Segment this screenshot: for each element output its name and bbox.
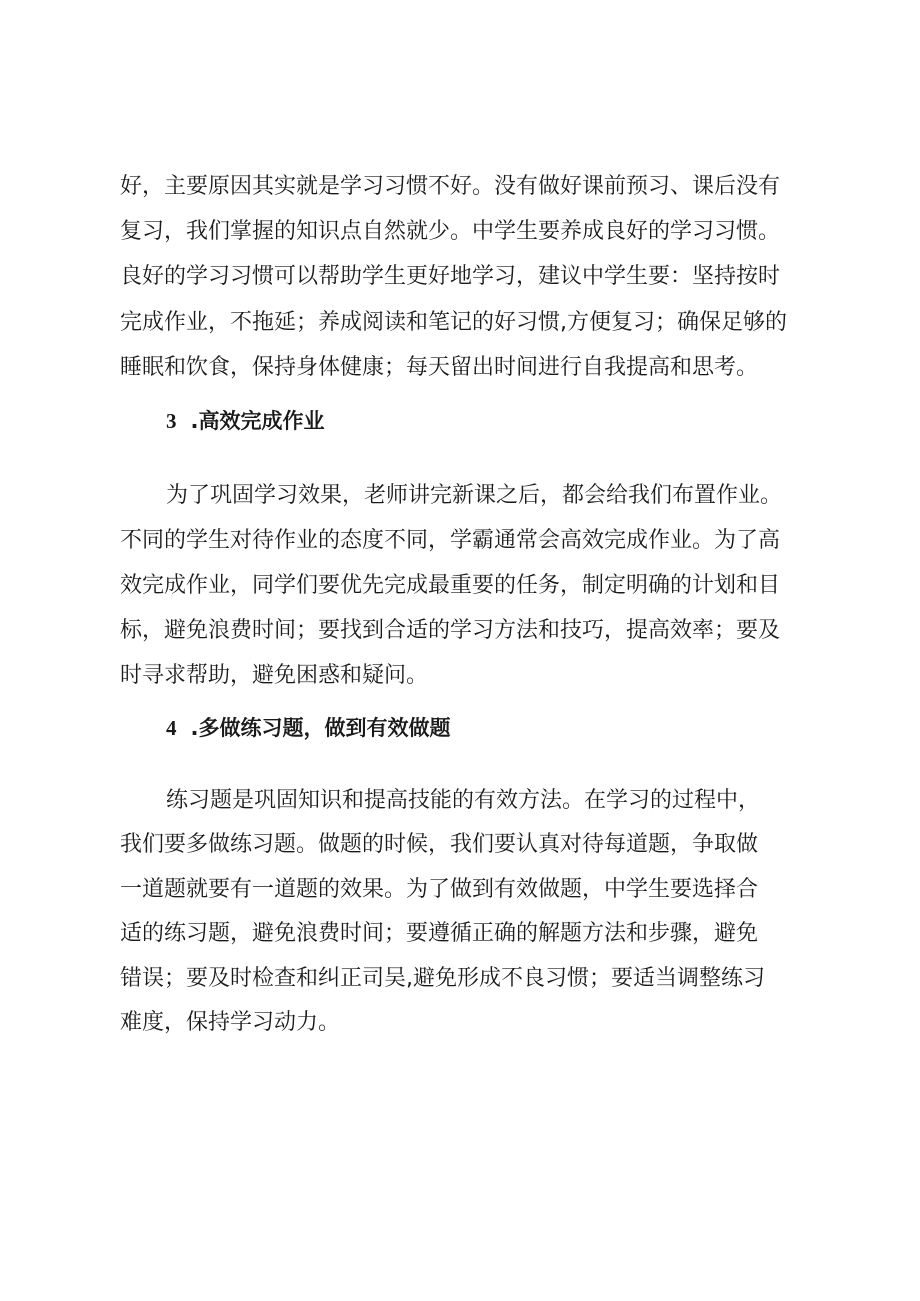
- paragraph-1-line-5: 睡眠和饮食，保持身体健康；每天留出时间进行自我提高和思考。: [120, 355, 759, 380]
- paragraph-3-line-4: 适的练习题，避免浪费时间；要遵循正确的解题方法和步骤，避免: [120, 921, 759, 946]
- paragraph-1-line-3: 良好的学习习惯可以帮助学生更好地学习，建议中学生要：坚持按时: [120, 264, 781, 289]
- section-3-heading: [166, 406, 324, 436]
- paragraph-1-line-4: 完成作业，不拖延；养成阅读和笔记的好习惯,方便复习；确保足够的: [120, 310, 787, 335]
- section-4-number: 4: [166, 716, 177, 740]
- section-3-number: 3: [166, 409, 177, 433]
- paragraph-3-line-5: 错误；要及时检查和纠正司吴,避免形成不良习惯；要适当调整练习: [120, 966, 765, 991]
- paragraph-2-line-5: 时寻求帮助，避免困惑和疑问。: [120, 663, 429, 688]
- paragraph-2-line-2: 不同的学生对待作业的态度不同，学霸通常会高效完成作业。为了高: [120, 528, 781, 553]
- paragraph-3-line-3: 一道题就要有一道题的效果。为了做到有效做题，中学生要选择合: [120, 877, 759, 902]
- section-4-title: .多做练习题，做到有效做题: [190, 716, 451, 740]
- paragraph-1-line-2: 复习，我们掌握的知识点自然就少。中学生要养成良好的学习习惯。: [120, 219, 781, 244]
- paragraph-3-line-1: 练习题是巩固知识和提高技能的有效方法。在学习的过程中，: [166, 788, 761, 813]
- paragraph-2-line-4: 标，避免浪费时间；要找到合适的学习方法和技巧，提高效率；要及: [120, 618, 781, 643]
- section-4-heading: [166, 713, 450, 743]
- paragraph-2-line-3: 效完成作业，同学们要优先完成最重要的任务，制定明确的计划和目: [120, 573, 781, 598]
- paragraph-1-line-1: 好，主要原因其实就是学习习惯不好。没有做好课前预习、课后没有: [120, 174, 781, 199]
- paragraph-3-line-6: 难度，保持学习动力。: [120, 1010, 341, 1035]
- paragraph-3-line-2: 我们要多做练习题。做题的时候，我们要认真对待每道题，争取做: [120, 832, 759, 857]
- paragraph-2-line-1: 为了巩固学习效果，老师讲完新课之后，都会给我们布置作业。: [166, 483, 783, 508]
- section-3-title: .高效完成作业: [190, 409, 325, 433]
